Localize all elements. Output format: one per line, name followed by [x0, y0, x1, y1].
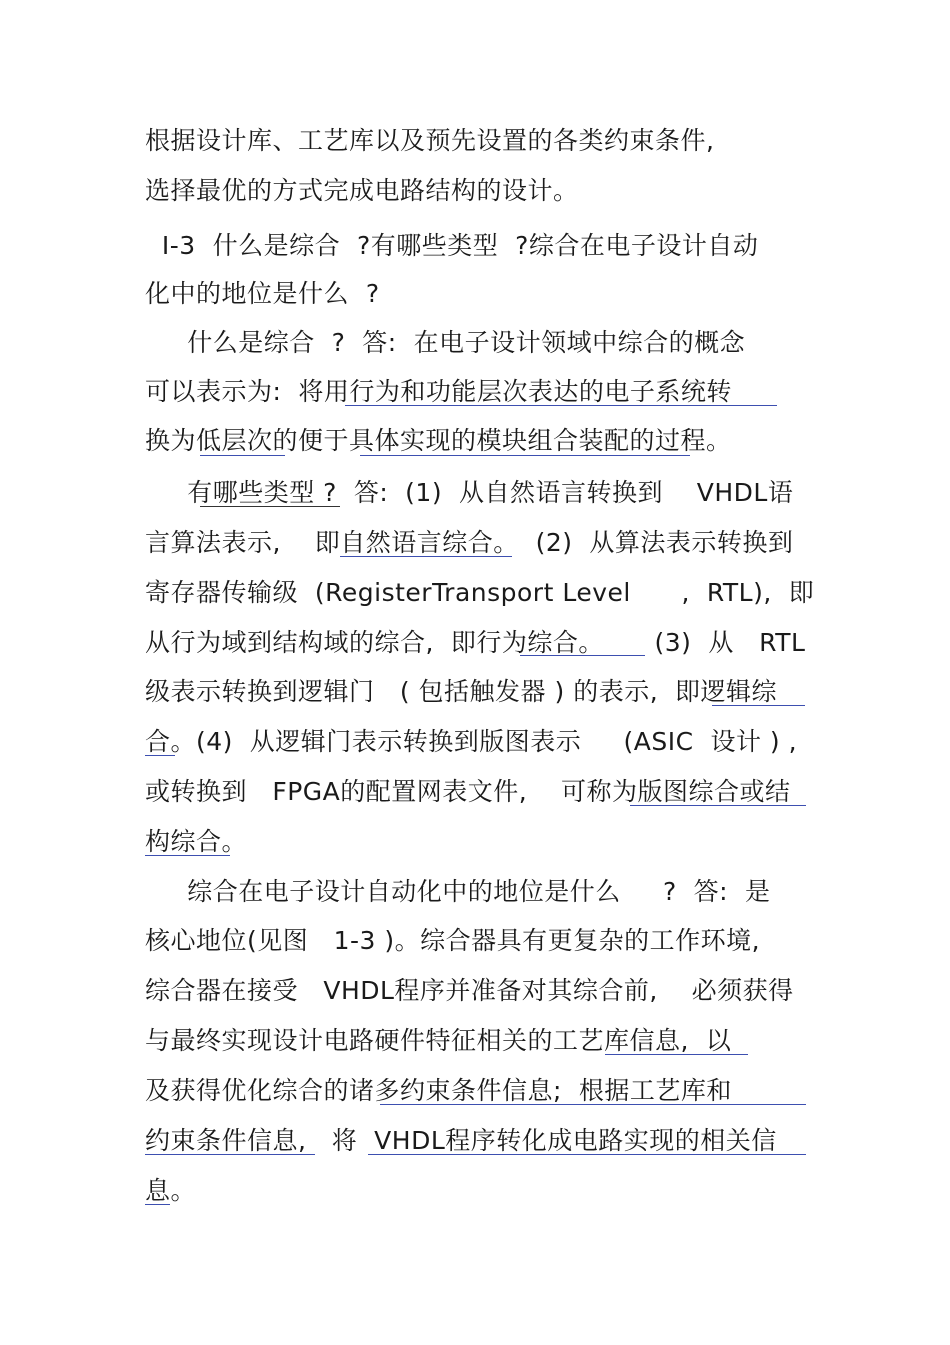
underline-mark — [520, 655, 645, 656]
underline-mark — [145, 1204, 170, 1205]
text-line: 换为低层次的便于具体实现的模块组合装配的过程。 — [145, 426, 732, 455]
underline-mark — [145, 755, 175, 756]
question-heading: 化中的地位是什么 ? — [145, 279, 380, 308]
underline-mark — [200, 455, 285, 456]
text-line: 综合器在接受 VHDL程序并准备对其综合前, 必须获得 — [145, 976, 794, 1005]
text-line: 息。 — [145, 1176, 197, 1205]
text-line: 选择最优的方式完成电路结构的设计。 — [145, 176, 579, 205]
text-line: 可以表示为: 将用行为和功能层次表达的电子系统转 — [145, 377, 732, 406]
text-line: 构综合。 — [145, 827, 248, 856]
text-line: 言算法表示, 即自然语言综合。 (2) 从算法表示转换到 — [145, 528, 794, 557]
text-line: 约束条件信息, 将 VHDL程序转化成电路实现的相关信 — [145, 1126, 777, 1155]
underline-mark — [345, 405, 777, 406]
underline-mark — [368, 1154, 806, 1155]
text-line: 或转换到 FPGA的配置网表文件, 可称为版图综合或结 — [145, 777, 791, 806]
underline-mark — [145, 855, 230, 856]
underline-mark — [630, 805, 806, 806]
underline-mark — [340, 556, 512, 557]
text-line: 合。(4) 从逻辑门表示转换到版图表示 (ASIC 设计 ) , — [145, 727, 798, 756]
text-line: 寄存器传输级 (RegisterTransport Level , RTL), 即 — [145, 578, 815, 607]
text-line: 综合在电子设计自动化中的地位是什么 ? 答: 是 — [145, 877, 771, 906]
underline-mark — [605, 1054, 748, 1055]
text-line: 级表示转换到逻辑门 ( 包括触发器 ) 的表示, 即逻辑综 — [145, 677, 778, 706]
underline-mark — [145, 1154, 315, 1155]
text-line: 从行为域到结构域的综合, 即行为综合。 (3) 从 RTL — [145, 628, 806, 657]
underline-mark — [712, 705, 805, 706]
question-heading: I-3 什么是综合 ?有哪些类型 ?综合在电子设计自动 — [145, 231, 759, 260]
text-line: 根据设计库、工艺库以及预先设置的各类约束条件, — [145, 126, 715, 155]
underline-mark — [200, 506, 340, 507]
text-line: 核心地位(见图 1-3 )。综合器具有更复杂的工作环境, — [145, 926, 761, 955]
text-line: 及获得优化综合的诸多约束条件信息; 根据工艺库和 — [145, 1076, 732, 1105]
text-line: 什么是综合 ? 答: 在电子设计领域中综合的概念 — [145, 328, 746, 357]
underline-mark — [360, 455, 690, 456]
underline-mark — [380, 1104, 806, 1105]
text-line: 与最终实现设计电路硬件特征相关的工艺库信息, 以 — [145, 1026, 732, 1055]
text-line: 有哪些类型 ? 答: (1) 从自然语言转换到 VHDL语 — [145, 478, 794, 507]
